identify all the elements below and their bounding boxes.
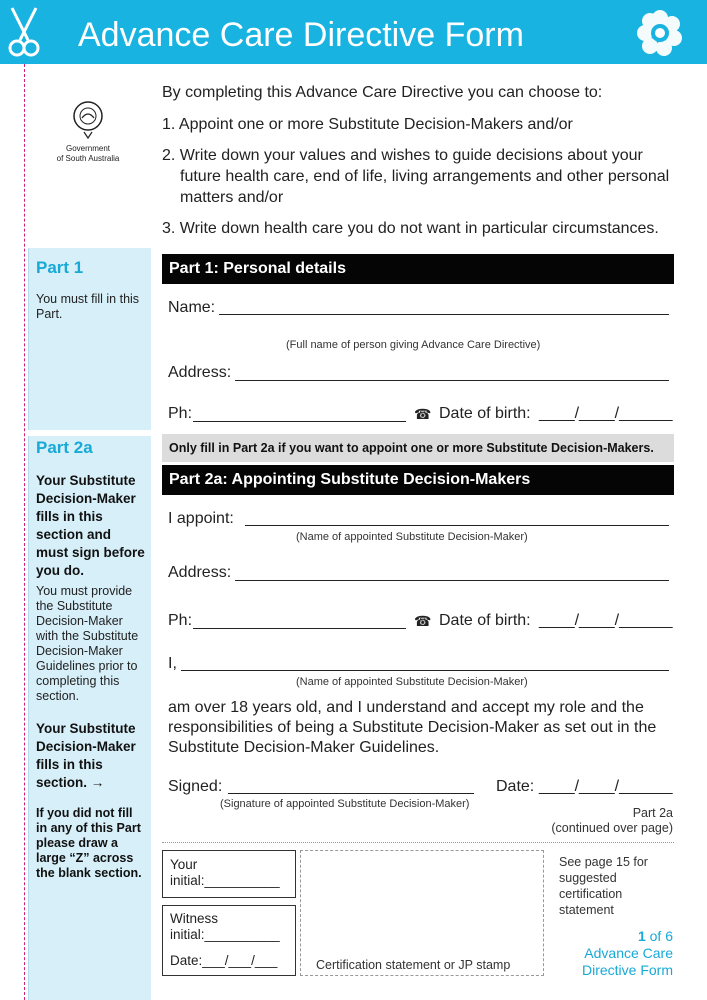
part2a-fill-note: Your Substitute Decision-Maker fills in this section. → xyxy=(36,721,136,790)
intro-item-2-cont: future health care, end of life, living arrangements and other personal xyxy=(180,168,670,185)
see-page-note: See page 15 for suggested certification statement xyxy=(559,855,648,917)
dob-label: Date of birth: xyxy=(439,405,531,422)
sdm-phone-icon: ☎ xyxy=(414,613,432,629)
witness-box[interactable] xyxy=(162,905,296,976)
state-emblem-icon xyxy=(71,98,105,140)
name-input-line[interactable] xyxy=(219,314,669,315)
intro-item-2: 2. Write down your values and wishes to guide decisions about your xyxy=(162,147,643,164)
witness-date-field[interactable]: Date:___/___/___ xyxy=(170,953,278,968)
intro-item-1: 1. Appoint one or more Substitute Decision-Makers and/or xyxy=(162,116,573,133)
your-initial-label: Your xyxy=(170,857,198,872)
logo-caption: Government of South Australia xyxy=(56,144,120,163)
page-header xyxy=(0,0,707,64)
page-title: Advance Care Directive Form xyxy=(78,16,524,54)
government-logo xyxy=(44,98,132,164)
your-initial-field[interactable]: initial:__________ xyxy=(170,873,280,888)
part2a-heading: Part 2a xyxy=(36,438,93,457)
intro-lead: By completing this Advance Care Directive you can choose to: xyxy=(162,84,603,101)
cut-line xyxy=(24,64,25,1000)
signed-label: Signed: xyxy=(168,778,223,795)
signature-input-line[interactable] xyxy=(228,793,474,794)
intro-item-3: 3. Write down health care you do not want in particular circumstances. xyxy=(162,220,659,237)
address-label: Address: xyxy=(168,364,232,381)
flower-logo-icon xyxy=(636,8,684,56)
part1-note: You must fill in this Part. xyxy=(36,292,140,321)
sdm-phone-input-line[interactable] xyxy=(193,628,406,629)
address-input-line[interactable] xyxy=(235,380,669,381)
part1-heading: Part 1 xyxy=(36,258,84,277)
footer-divider xyxy=(162,842,674,843)
sign-date-label: Date: xyxy=(496,778,535,795)
appoint-input-line[interactable] xyxy=(245,525,669,526)
doc-name-line2: Directive Form xyxy=(581,962,673,978)
part2a-bar: Part 2a: Appointing Substitute Decision-Makers xyxy=(162,465,674,495)
appoint-label: I appoint: xyxy=(168,510,234,527)
page-current: 1 xyxy=(637,928,646,944)
sdm-statement: am over 18 years old, and I understand and accept my role and the responsibilities of being a Substitute Decision-Maker as set out in the Substitute Decision-Maker Guidelines. xyxy=(168,699,657,756)
part2a-note: Only fill in Part 2a if you want to appoint one or more Substitute Decision-Makers. xyxy=(162,434,674,462)
sidebar-divider xyxy=(28,430,151,436)
i-name-input-line[interactable] xyxy=(181,670,669,671)
appoint-caption: (Name of appointed Substitute Decision-Maker) xyxy=(296,531,528,543)
part2a-instruction: Your Substitute Decision-Maker fills in this section and must sign before you do. xyxy=(36,473,145,578)
continued-part: Part 2a xyxy=(632,806,673,820)
part1-bar: Part 1: Personal details xyxy=(162,254,674,284)
continued-label xyxy=(551,806,673,836)
witness-label: Witness xyxy=(170,911,219,926)
sdm-dob-input[interactable]: ____/____/______ xyxy=(539,612,673,629)
sdm-address-label: Address: xyxy=(168,564,232,581)
sdm-phone-label: Ph: xyxy=(168,612,193,629)
page-total: of 6 xyxy=(649,928,673,944)
continued-note: (continued over page) xyxy=(551,821,673,835)
doc-name-line1: Advance Care xyxy=(584,945,673,961)
i-label: I, xyxy=(168,655,177,672)
page-number xyxy=(582,928,673,979)
sdm-address-input-line[interactable] xyxy=(235,580,669,581)
your-initial-box[interactable] xyxy=(162,850,296,898)
intro-item-2-cont2: matters and/or xyxy=(180,189,284,206)
phone-icon: ☎ xyxy=(414,406,432,422)
i-caption: (Name of appointed Substitute Decision-Maker) xyxy=(296,676,528,688)
phone-label: Ph: xyxy=(168,405,193,422)
witness-initial-field[interactable]: initial:__________ xyxy=(170,927,280,942)
phone-input-line[interactable] xyxy=(193,421,406,422)
signature-caption: (Signature of appointed Substitute Decision-Maker) xyxy=(220,798,470,810)
name-label: Name: xyxy=(168,299,216,316)
name-caption: (Full name of person giving Advance Care Directive) xyxy=(286,339,541,351)
part2a-guidelines-note: You must provide the Substitute Decision-Maker with the Substitute Decision-Maker Guidelines prior to completing this section. xyxy=(36,584,139,703)
dob-input[interactable]: ____/____/______ xyxy=(539,405,673,422)
part2a-z-note: If you did not fill in any of this Part please draw a large “Z” across the blank section. xyxy=(36,806,142,880)
sdm-dob-label: Date of birth: xyxy=(439,612,531,629)
stamp-label: Certification statement or JP stamp xyxy=(316,958,511,972)
scissors-icon xyxy=(4,4,44,60)
sign-date-input[interactable]: ____/____/______ xyxy=(539,778,673,795)
